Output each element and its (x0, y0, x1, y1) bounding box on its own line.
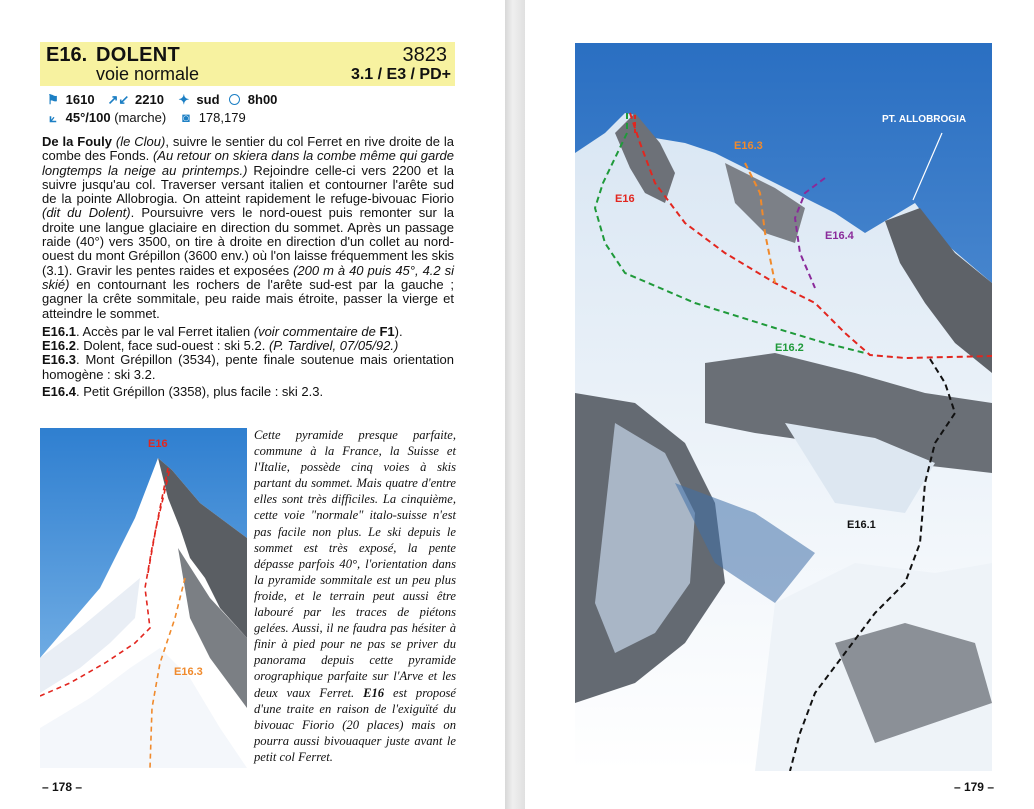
description-text-1: , suivre le sentier du col Ferret en rive droite de la combe des Fonds. (42, 134, 454, 164)
variant-e16-1 (42, 325, 454, 339)
photo-label-e16-3: E16.3 (734, 140, 763, 152)
description-text-4: en contournant les rochers de l'arête sud-est par la gauche ; gagner la crête sommitale, peu raide mais étroite, passer la vierge et atteindre le sommet. (42, 276, 454, 321)
start-point: De la Fouly (42, 134, 112, 149)
slope-angle-icon: ⟀ (49, 110, 57, 125)
variant-e16-3 (42, 353, 454, 382)
variant-code: E16.4 (42, 384, 76, 400)
steepness: 45°/100 (65, 110, 111, 125)
route-altitude: 3823 (402, 44, 447, 66)
side-commentary (254, 427, 456, 765)
photo-label-e16-3: E16.3 (174, 666, 203, 678)
orientation: sud (196, 92, 220, 107)
commentary-text-2: est proposé d'une traite en raison de l'exiguïté du bivouac Fiorio (20 places) mais on pourra aussi bivouaquer juste avant le petit col Ferret. (254, 685, 457, 764)
summit-photo-drawing (40, 428, 247, 768)
start-note: (le Clou) (115, 134, 166, 149)
peak-label-allobrogia: PT. ALLOBROGIA (882, 114, 967, 125)
variant-text: . Dolent, face sud-ouest : ski 5.2. (75, 338, 266, 354)
description-italic-3: (200 m à 40 puis 45°, 4.2 si skié) (42, 262, 455, 292)
route-subtitle: voie normale (96, 64, 200, 84)
variant-code: E16.3 (42, 352, 76, 368)
start-altitude: 1610 (65, 92, 95, 107)
description-text-3: . Poursuivre vers le nord-ouest puis remonter sur la droite une langue glaciaire en direction du sommet. Après un passage raide (40°) vers 3500, on tire à droite en direction d'un collet au nord-ouest du mont Grépillon (3600 env.) où l'on laisse fréquemment les skis (3.1). Gravir les pentes raides et exposées (42, 205, 455, 278)
variant-text: . Mont Grépillon (3534), pente finale soutenue mais orientation homogène : ski 3.2. (42, 352, 454, 382)
elevation-gain: 2210 (135, 92, 164, 107)
compass-star-icon: ✦ (178, 92, 190, 107)
photo-label-e16-4: E16.4 (825, 230, 854, 242)
camera-icon: ◙ (182, 110, 190, 125)
clock-icon (229, 94, 240, 105)
elevation-arrows-icon: ↗↙ (107, 92, 130, 107)
photo-label-e16: E16 (615, 193, 635, 205)
description-paragraph (42, 135, 454, 321)
photo-label-e16-2: E16.2 (775, 342, 804, 354)
variant-italic: (voir commentaire de (253, 323, 376, 339)
variant-e16-2 (42, 339, 454, 353)
route-name: DOLENT (96, 44, 181, 66)
book-spine (505, 0, 525, 809)
photo-pages: 178,179 (198, 110, 246, 125)
page-number-right: – 179 – (953, 780, 994, 794)
description-italic-2: (dit du Dolent) (42, 205, 131, 221)
variant-e16-4 (42, 385, 454, 399)
stats-row-1 (44, 92, 277, 108)
steepness-note: (marche) (114, 110, 167, 125)
variant-ref: F1 (379, 323, 395, 339)
route-code: E16. (46, 44, 88, 66)
variant-text: . Petit Grépillon (3358), plus facile : ski 2.3. (75, 384, 324, 400)
route-title-box (40, 42, 455, 86)
duration: 8h00 (247, 92, 278, 107)
route-grade: 3.1 / E3 / PD+ (350, 66, 451, 83)
stats-row-2 (44, 110, 246, 126)
description-italic-1: (Au retour on skiera dans la combe même qui garde longtemps la neige au printemps.) (42, 148, 454, 178)
variant-code: E16.2 (42, 338, 76, 354)
valley-photo-drawing (575, 43, 992, 771)
left-page (0, 0, 505, 809)
route-description (42, 135, 454, 399)
page-number-left: – 178 – (42, 780, 83, 794)
description-text-2: Rejoindre celle-ci vers 2200 et la suivre jusqu'au col. Traverser versant italien et contourner l'arête sud de la pointe Allobrogia. On atteint rapidement le refuge-bivouac Fiorio (42, 162, 454, 207)
variant-end: ). (394, 323, 403, 339)
photo-label-e16-1: E16.1 (847, 519, 876, 531)
commentary-route-ref: E16 (363, 685, 385, 700)
variant-italic: (P. Tardivel, 07/05/92.) (268, 338, 399, 354)
photo-label-e16: E16 (148, 438, 168, 450)
flag-icon: ⚑ (47, 92, 59, 107)
variant-code: E16.1 (42, 323, 76, 339)
summit-pyramid-photo (40, 428, 247, 768)
commentary-text-1: Cette pyramide presque parfaite, commune à la France, la Suisse et l'Italie, possède cinq voies à skis partant du sommet. Mais quatre d'entre elles sont très difficiles. La cinquième, cette voie "normale" italo-suisse n'est pas facile non plus. Le ski depuis le sommet est très exposé, la pente dépasse parfois 40°, l'orientation dans la pyramide sommitale est un peu plus froide, et le terrain peut aussi être labouré par les traces de piétons gelées. Aussi, il ne faudra pas hésiter à finir à pied pour ne pas se priver du panorama depuis cette pyramide orographique parfaite sur l'Arve et les deux vaux Ferret. (254, 428, 456, 700)
variant-text: . Accès par le val Ferret italien (75, 323, 251, 339)
valley-overview-photo (575, 43, 992, 771)
